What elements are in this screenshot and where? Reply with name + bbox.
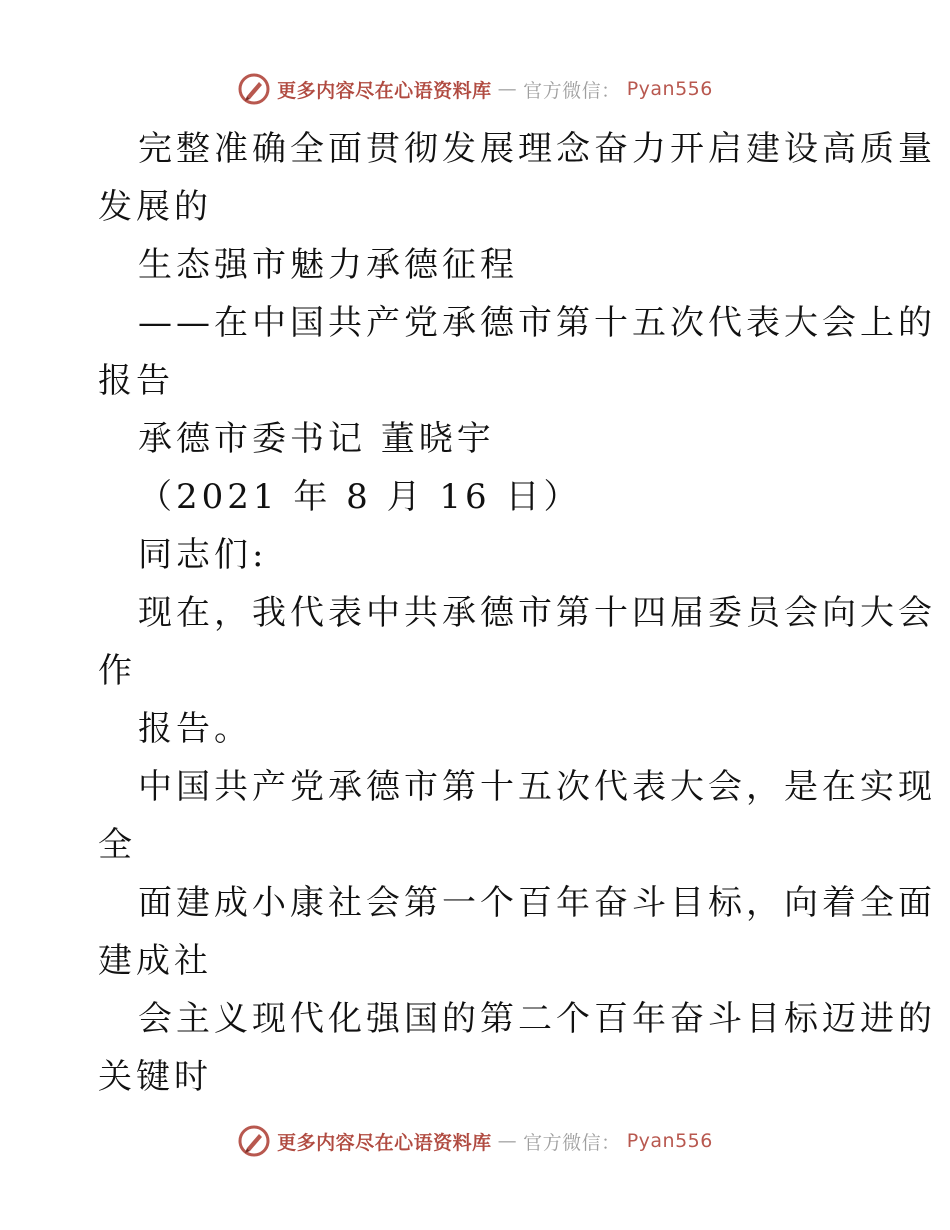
text-line: 生态强市魅力承德征程 [138, 245, 518, 285]
text-line: 关键时 [98, 1057, 212, 1097]
text-line: 全 [98, 825, 136, 865]
text-line: 作 [98, 651, 136, 691]
pen-logo-icon [237, 72, 271, 106]
text-line: 面建成小康社会第一个百年奋斗目标，向着全面 [138, 883, 936, 923]
watermark-header [0, 72, 950, 106]
text-line: （2021 年 8 月 16 日） [138, 477, 582, 517]
watermark-wechat-id: Pyan556 [626, 1130, 713, 1152]
text-line: 中国共产党承德市第十五次代表大会，是在实现 [138, 767, 936, 807]
text-line: 同志们: [138, 535, 268, 575]
watermark-wechat-id: Pyan556 [626, 78, 713, 100]
watermark-main-text: 更多内容尽在心语资料库 [277, 1131, 492, 1154]
text-line: 报告。 [138, 709, 252, 749]
watermark-separator: — [497, 1130, 518, 1152]
pen-logo-icon [237, 1124, 271, 1158]
text-line: 承德市委书记 董晓宇 [138, 419, 495, 459]
watermark-main-text: 更多内容尽在心语资料库 [277, 79, 492, 102]
watermark-footer [0, 1124, 950, 1158]
watermark-separator: — [497, 78, 518, 100]
text-line: ——在中国共产党承德市第十五次代表大会上的 [138, 303, 936, 343]
watermark-contact-label: 官方微信： [523, 1131, 621, 1154]
watermark-contact-label: 官方微信： [523, 79, 621, 102]
text-line: 完整准确全面贯彻发展理念奋力开启建设高质量 [138, 129, 936, 169]
document-body [98, 120, 936, 1106]
text-line: 报告 [98, 361, 174, 401]
text-line: 发展的 [98, 187, 212, 227]
text-line: 建成社 [98, 941, 212, 981]
text-line: 会主义现代化强国的第二个百年奋斗目标迈进的 [138, 999, 936, 1039]
text-line: 现在，我代表中共承德市第十四届委员会向大会 [138, 593, 936, 633]
